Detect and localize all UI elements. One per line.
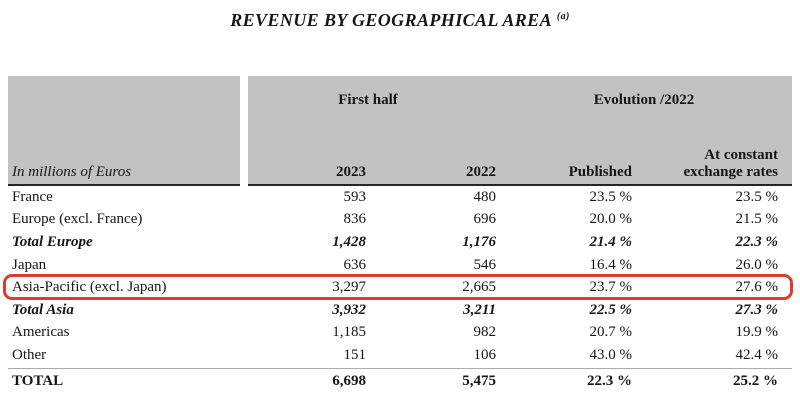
cell-constant: 42.4 % xyxy=(735,346,778,363)
cell-2022: 480 xyxy=(473,188,496,205)
cell-2022: 2,665 xyxy=(462,279,496,296)
cell-2023: 836 xyxy=(343,211,366,228)
cell-constant: 22.3 % xyxy=(735,233,778,250)
cell-2022: 5,475 xyxy=(462,373,496,390)
table-row-asia-pacific-highlighted xyxy=(8,276,792,299)
cell-published: 20.7 % xyxy=(589,324,632,341)
cell-2023: 1,185 xyxy=(332,324,366,341)
cell-2023: 6,698 xyxy=(332,373,366,390)
cell-constant: 19.9 % xyxy=(735,324,778,341)
cell-2022: 546 xyxy=(473,256,496,273)
table-row-japan xyxy=(8,254,792,277)
cell-2022: 982 xyxy=(473,324,496,341)
table-header xyxy=(8,76,792,186)
row-label: Europe (excl. France) xyxy=(12,211,143,228)
column-header-constant-line1: At constant xyxy=(704,147,778,164)
table-row-france xyxy=(8,186,792,209)
cell-published: 43.0 % xyxy=(589,346,632,363)
cell-published: 22.5 % xyxy=(589,301,632,318)
cell-2023: 3,297 xyxy=(332,279,366,296)
cell-published: 21.4 % xyxy=(589,233,632,250)
cell-2022: 1,176 xyxy=(462,233,496,250)
cell-2023: 3,932 xyxy=(332,301,366,318)
row-label: Asia-Pacific (excl. Japan) xyxy=(12,279,167,296)
table-row-total xyxy=(8,368,792,395)
row-label: France xyxy=(12,188,53,205)
group-header-evolution: Evolution /2022 xyxy=(593,92,695,108)
cell-constant: 23.5 % xyxy=(735,188,778,205)
cell-published: 22.3 % xyxy=(587,373,632,390)
cell-constant: 27.3 % xyxy=(735,301,778,318)
table-row-americas xyxy=(8,322,792,345)
column-header-constant-rates xyxy=(632,147,792,181)
unit-label: In millions of Euros xyxy=(12,164,132,180)
column-header-2022: 2022 xyxy=(466,164,496,180)
cell-published: 20.0 % xyxy=(589,211,632,228)
row-label: TOTAL xyxy=(12,373,64,390)
cell-constant: 21.5 % xyxy=(735,211,778,228)
cell-2023: 593 xyxy=(343,188,366,205)
row-label: Other xyxy=(12,346,47,363)
table-row-total-europe xyxy=(8,231,792,254)
table-row-other xyxy=(8,344,792,367)
group-header-row xyxy=(8,92,792,109)
cell-constant: 27.6 % xyxy=(735,279,778,296)
page-title xyxy=(0,10,800,31)
cell-published: 23.5 % xyxy=(589,188,632,205)
row-label: Americas xyxy=(12,324,70,341)
column-header-row xyxy=(8,147,792,181)
cell-2022: 3,211 xyxy=(463,301,496,318)
page-title-text: REVENUE BY GEOGRAPHICAL AREA xyxy=(230,10,552,30)
table-row-europe-excl-france xyxy=(8,209,792,232)
column-header-published: Published xyxy=(568,164,632,180)
cell-2022: 696 xyxy=(473,211,496,228)
row-label: Total Asia xyxy=(12,301,74,318)
cell-published: 16.4 % xyxy=(589,256,632,273)
cell-constant: 26.0 % xyxy=(735,256,778,273)
cell-2023: 636 xyxy=(343,256,366,273)
row-label: Total Europe xyxy=(12,233,93,250)
table-row-total-asia xyxy=(8,299,792,322)
column-header-2023: 2023 xyxy=(336,164,366,180)
cell-published: 23.7 % xyxy=(589,279,632,296)
row-label: Japan xyxy=(12,256,47,273)
title-footnote-marker: (a) xyxy=(556,11,570,22)
revenue-table xyxy=(8,76,792,395)
table-body xyxy=(8,186,792,395)
cell-constant: 25.2 % xyxy=(733,373,778,390)
cell-2022: 106 xyxy=(473,346,496,363)
cell-2023: 151 xyxy=(343,346,366,363)
column-header-constant-line2: exchange rates xyxy=(683,164,778,181)
cell-2023: 1,428 xyxy=(332,233,366,250)
group-header-first-half: First half xyxy=(338,92,398,108)
